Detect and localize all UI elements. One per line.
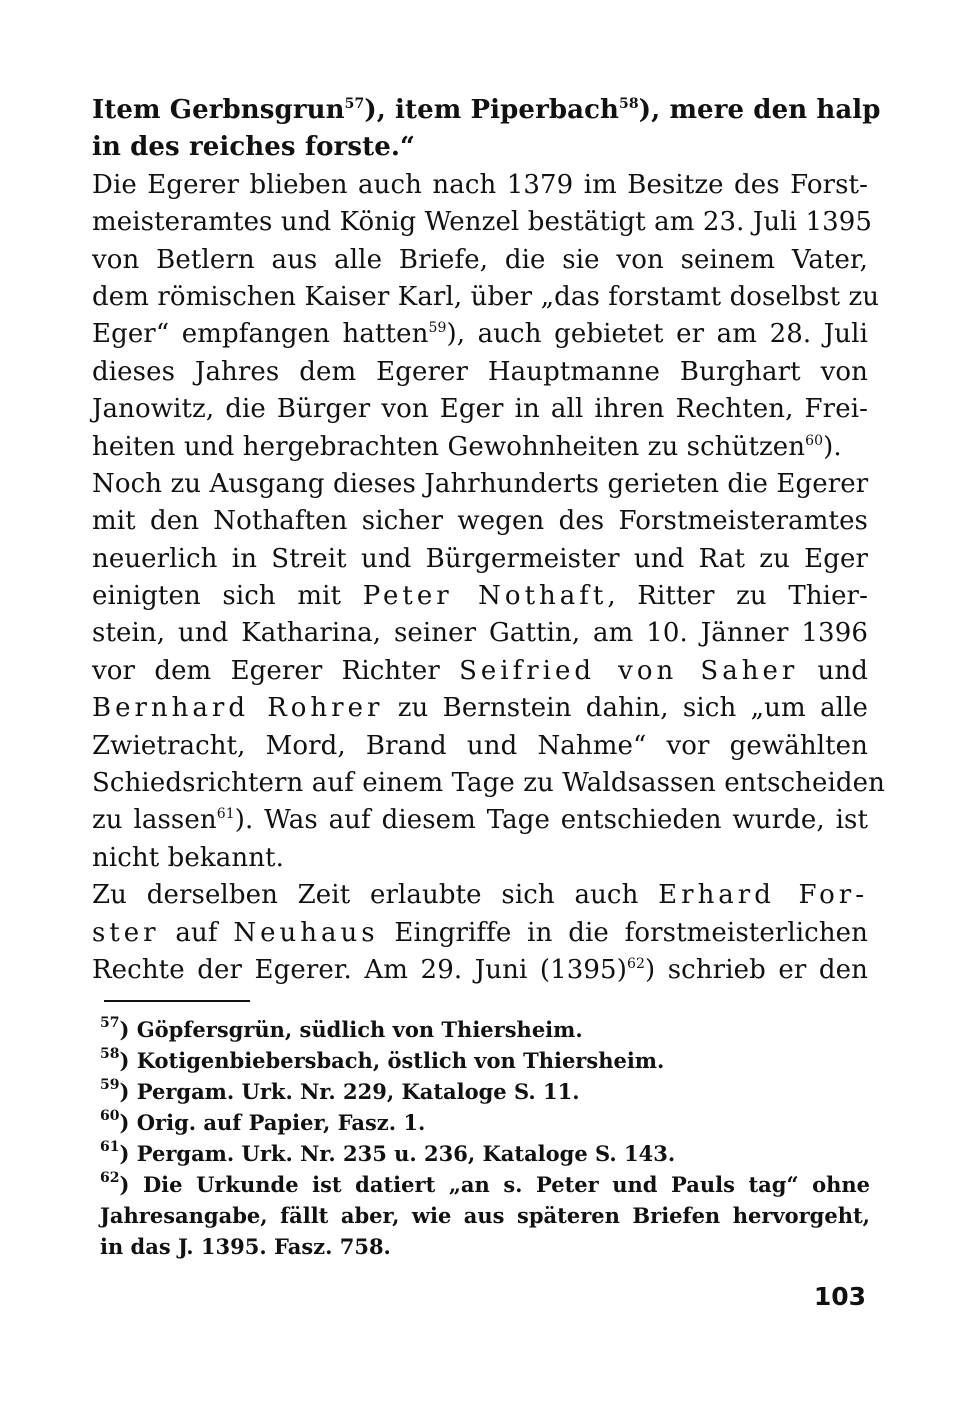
text-line [92, 690, 868, 727]
text-line [92, 391, 868, 428]
footnote-text: ) Die Urkunde ist datiert „an s. Peter und Pauls tag“ ohne [119, 1172, 870, 1197]
text-run: dem römischen Kaiser Karl, über „das forstamt doselbst zu [92, 281, 880, 312]
text-line [92, 728, 868, 765]
footnote-continuation [100, 1231, 870, 1262]
text-line [92, 578, 868, 615]
text-line [92, 129, 868, 166]
page-number: 103 [813, 1282, 866, 1311]
footnote-ref: 58 [619, 96, 639, 112]
text-line [92, 354, 868, 391]
text-run: stein, und Katharina, seiner Gattin, am 10. Jänner 1396 [92, 618, 868, 649]
footnote-mark: 60 [100, 1108, 120, 1124]
text-run: von Betlern aus alle Briefe, die sie von seinem Vater, [92, 244, 868, 275]
footnote [100, 1076, 870, 1107]
text-run: vor dem Egerer Richter [92, 655, 460, 686]
text-run: Item Gerbnsgrun [92, 95, 345, 125]
footnote-continuation [100, 1200, 870, 1231]
footnote-text: ) Pergam. Urk. Nr. 235 u. 236, Kataloge S. 143. [119, 1141, 676, 1166]
text-run: ), item Piperbach [364, 95, 620, 125]
text-run: Schiedsrichtern auf einem Tage zu Waldsassen entscheiden [92, 768, 886, 799]
footnote-divider [104, 1000, 250, 1002]
footnote-ref: 60 [805, 432, 824, 449]
footnote-mark: 62 [100, 1170, 120, 1186]
footnote-mark: 57 [100, 1015, 120, 1031]
text-line [92, 840, 868, 877]
text-run: mit den Nothaften sicher wegen des Forstmeisteramtes [92, 506, 868, 537]
text-run: zu lassen [92, 805, 217, 836]
footnote-ref: 61 [216, 806, 235, 823]
text-line [92, 242, 868, 279]
text-line [92, 915, 868, 952]
spaced-name: Seifried von Saher [459, 655, 799, 686]
text-line [92, 316, 868, 353]
text-line [92, 204, 873, 241]
text-run: Rechte der Egerer. Am 29. Juni (1395) [92, 954, 627, 985]
text-run: ) schrieb er den [644, 954, 868, 985]
text-line [92, 92, 881, 129]
text-run: , Ritter zu Thier- [607, 581, 868, 612]
text-run: ), mere den halp [638, 95, 881, 125]
text-line [92, 653, 868, 690]
text-run: Noch zu Ausgang dieses Jahrhunderts gerieten die Egerer [92, 468, 869, 499]
spaced-name: Erhard For- [658, 880, 868, 911]
text-run: dieses Jahres dem Egerer Hauptmanne Burghart von [92, 356, 868, 387]
spaced-name: Bernhard Rohrer [92, 693, 384, 724]
text-run: Eingriffe in die forstmeisterlichen [378, 917, 869, 948]
footnote-mark: 59 [100, 1077, 120, 1093]
text-run: Eger“ empfangen hatten [92, 319, 429, 350]
text-line [92, 503, 868, 540]
footnote [100, 1045, 870, 1076]
spaced-name: ster [92, 917, 160, 948]
text-line [92, 279, 880, 316]
text-run: ), auch gebietet er am 28. Juli [446, 319, 868, 350]
spaced-name: Peter Nothaft [362, 581, 608, 612]
footnote [100, 1014, 870, 1045]
footnote-text: ) Kotigenbiebersbach, östlich von Thiersheim. [119, 1048, 665, 1073]
footnote-ref: 62 [626, 955, 645, 972]
footnote-text: ) Göpfersgrün, südlich von Thiersheim. [119, 1017, 583, 1042]
text-run: ). [823, 431, 842, 462]
text-run: Janowitz, die Bürger von Eger in all ihren Rechten, Frei- [92, 394, 868, 425]
footnote-mark: 61 [100, 1139, 120, 1155]
text-run: zu Bernstein dahin, sich „um alle [383, 693, 869, 724]
footnote-ref: 57 [344, 96, 365, 112]
text-line [92, 952, 868, 989]
text-run: ). Was auf diesem Tage entschieden wurde, ist [234, 805, 868, 836]
text-line [92, 429, 868, 466]
footnote [100, 1138, 870, 1169]
text-run: und [798, 655, 868, 686]
footnote-text: in das J. 1395. Fasz. 758. [100, 1234, 391, 1259]
body-text [92, 92, 886, 989]
footnote-ref: 59 [428, 320, 447, 337]
text-line [92, 802, 868, 839]
text-run: Zu derselben Zeit erlaubte sich auch [92, 880, 659, 911]
footnotes [100, 1014, 870, 1262]
text-run: auf [159, 917, 234, 948]
footnote [100, 1107, 870, 1138]
footnote [100, 1169, 870, 1200]
text-run: Die Egerer blieben auch nach 1379 im Besitze des Forst- [92, 169, 868, 200]
text-run: in des reiches forste.“ [92, 132, 416, 163]
text-run: meisteramtes und König Wenzel bestätigt am 23. Juli 1395 [92, 207, 873, 238]
text-run: Zwietracht, Mord, Brand und Nahme“ vor gewählten [92, 730, 868, 761]
text-line [92, 765, 886, 802]
text-run: nicht bekannt. [92, 842, 284, 873]
footnote-text: Jahresangabe, fällt aber, wie aus späteren Briefen hervorgeht, [100, 1203, 870, 1228]
footnote-text: ) Pergam. Urk. Nr. 229, Kataloge S. 11. [119, 1079, 580, 1104]
text-run: heiten und hergebrachten Gewohnheiten zu schützen [92, 431, 806, 462]
spaced-name: Neuhaus [233, 917, 379, 948]
text-run: neuerlich in Streit und Bürgermeister und Rat zu Eger [92, 543, 868, 574]
text-line [92, 615, 868, 652]
footnote-text: ) Orig. auf Papier, Fasz. 1. [119, 1110, 426, 1135]
text-line [92, 167, 868, 204]
text-line [92, 541, 868, 578]
text-line [92, 877, 868, 914]
text-run: einigten sich mit [92, 581, 363, 612]
text-line [92, 466, 868, 503]
footnote-mark: 58 [100, 1046, 120, 1062]
